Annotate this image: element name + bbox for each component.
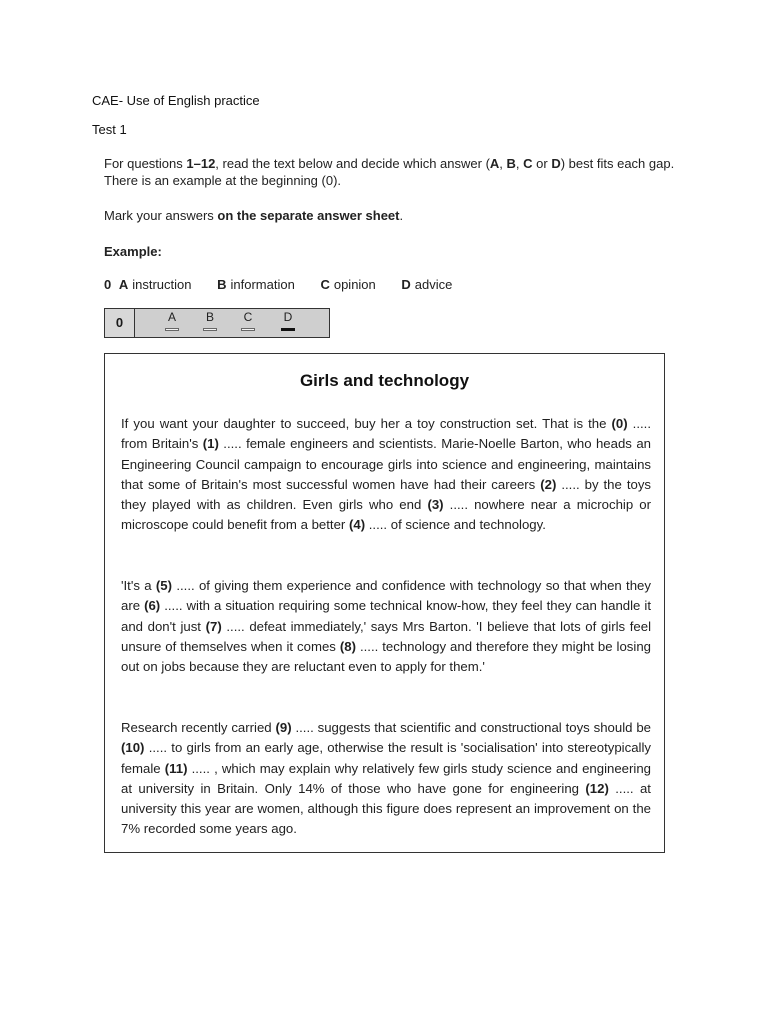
passage-text: If you want your daughter to succeed, buy her a toy construction set. That is the <box>121 416 612 431</box>
passage-paragraph-2 <box>121 576 651 677</box>
passage-text: ..... , which may explain why relatively few girls study science and engineering at university in Britain. Only 14% of those who have gone for engineering <box>121 760 652 796</box>
passage-text: ..... from Britain's <box>121 416 651 452</box>
passage-title: Girls and technology <box>299 371 470 390</box>
passage-text: Research recently carried <box>121 720 276 735</box>
passage-box <box>104 353 665 853</box>
answer-sheet-instruction: Mark your answers on the separate answer sheet. <box>104 208 404 223</box>
example-answer-sheet <box>104 308 330 338</box>
example-option-d: D advice <box>401 277 453 292</box>
answer-column-d[interactable]: D <box>276 310 300 331</box>
example-option-a: 0 A instruction <box>104 277 192 292</box>
passage-text: ..... by the toys they played with as children. Even girls who end <box>121 476 652 513</box>
gap-number: (3) <box>427 497 444 513</box>
passage-text: ..... defeat immediately,' says Mrs Barton. 'I believe that lots of girls feel unsure of themselves when it comes <box>121 618 651 654</box>
gap-number: (12) <box>585 780 609 796</box>
gap-number: (0) <box>611 416 628 431</box>
gap-number: (6) <box>144 598 161 614</box>
gap-number: (10) <box>121 740 145 756</box>
passage-text: ..... of giving them experience and confidence with technology so that when they are <box>121 578 651 614</box>
passage-text: ..... suggests that scientific and constructional toys should be <box>291 720 651 735</box>
gap-number: (7) <box>205 618 222 634</box>
answer-mark-d <box>281 328 295 331</box>
answer-mark-b <box>203 328 217 331</box>
example-option-b: B information <box>217 277 295 292</box>
answer-column-c[interactable]: C <box>236 310 260 331</box>
gap-number: (2) <box>540 476 557 492</box>
answer-column-a[interactable]: A <box>160 310 184 331</box>
answer-mark-c <box>241 328 255 331</box>
answer-mark-a <box>165 328 179 331</box>
gap-number: (4) <box>348 517 366 533</box>
passage-paragraph-3 <box>121 718 651 840</box>
instruction-line-1: For questions 1–12, read the text below and decide which answer (A, B, C or D) best fits each gap. <box>104 156 675 171</box>
gap-number: (5) <box>155 578 173 593</box>
example-option-c: C opinion <box>320 277 376 292</box>
gap-number: (9) <box>275 720 292 735</box>
answer-column-b[interactable]: B <box>198 310 222 331</box>
instruction-line-2: There is an example at the beginning (0). <box>104 173 342 188</box>
example-label: Example: <box>104 244 162 259</box>
passage-text: ..... female engineers and scientists. Marie-Noelle Barton, who heads an Engineering Council campaign to encourage girls into science and engineering, maintains that some of Britain's most successful women have had their careers <box>121 436 652 492</box>
passage-paragraph-1 <box>121 414 651 536</box>
gap-number: (1) <box>202 436 219 452</box>
worksheet-title: CAE- Use of English practice <box>92 93 260 108</box>
passage-text: ..... nowhere near a microchip or microscope could benefit from a better <box>121 497 652 533</box>
passage-text: ..... with a situation requiring some technical know-how, they feel they can handle it and don't just <box>121 598 651 634</box>
gap-number: (8) <box>339 638 356 654</box>
passage-text: ..... at university this year are women, although this figure does represent an improvement on the 7% recorded some years ago. <box>121 780 651 837</box>
passage-text: 'It's a <box>121 578 156 593</box>
example-options <box>104 277 474 292</box>
instructions <box>104 155 684 189</box>
gap-number: (11) <box>164 760 188 776</box>
answer-row-number: 0 <box>105 309 135 337</box>
test-number: Test 1 <box>92 122 127 137</box>
passage-text: ..... of science and technology. <box>365 517 546 533</box>
passage-text: ..... to girls from an early age, otherwise the result is 'socialisation' into stereotypically female <box>121 740 651 776</box>
passage-text: ..... technology and therefore they might be losing out on jobs because they are reluctant even to apply for them.' <box>121 638 651 675</box>
